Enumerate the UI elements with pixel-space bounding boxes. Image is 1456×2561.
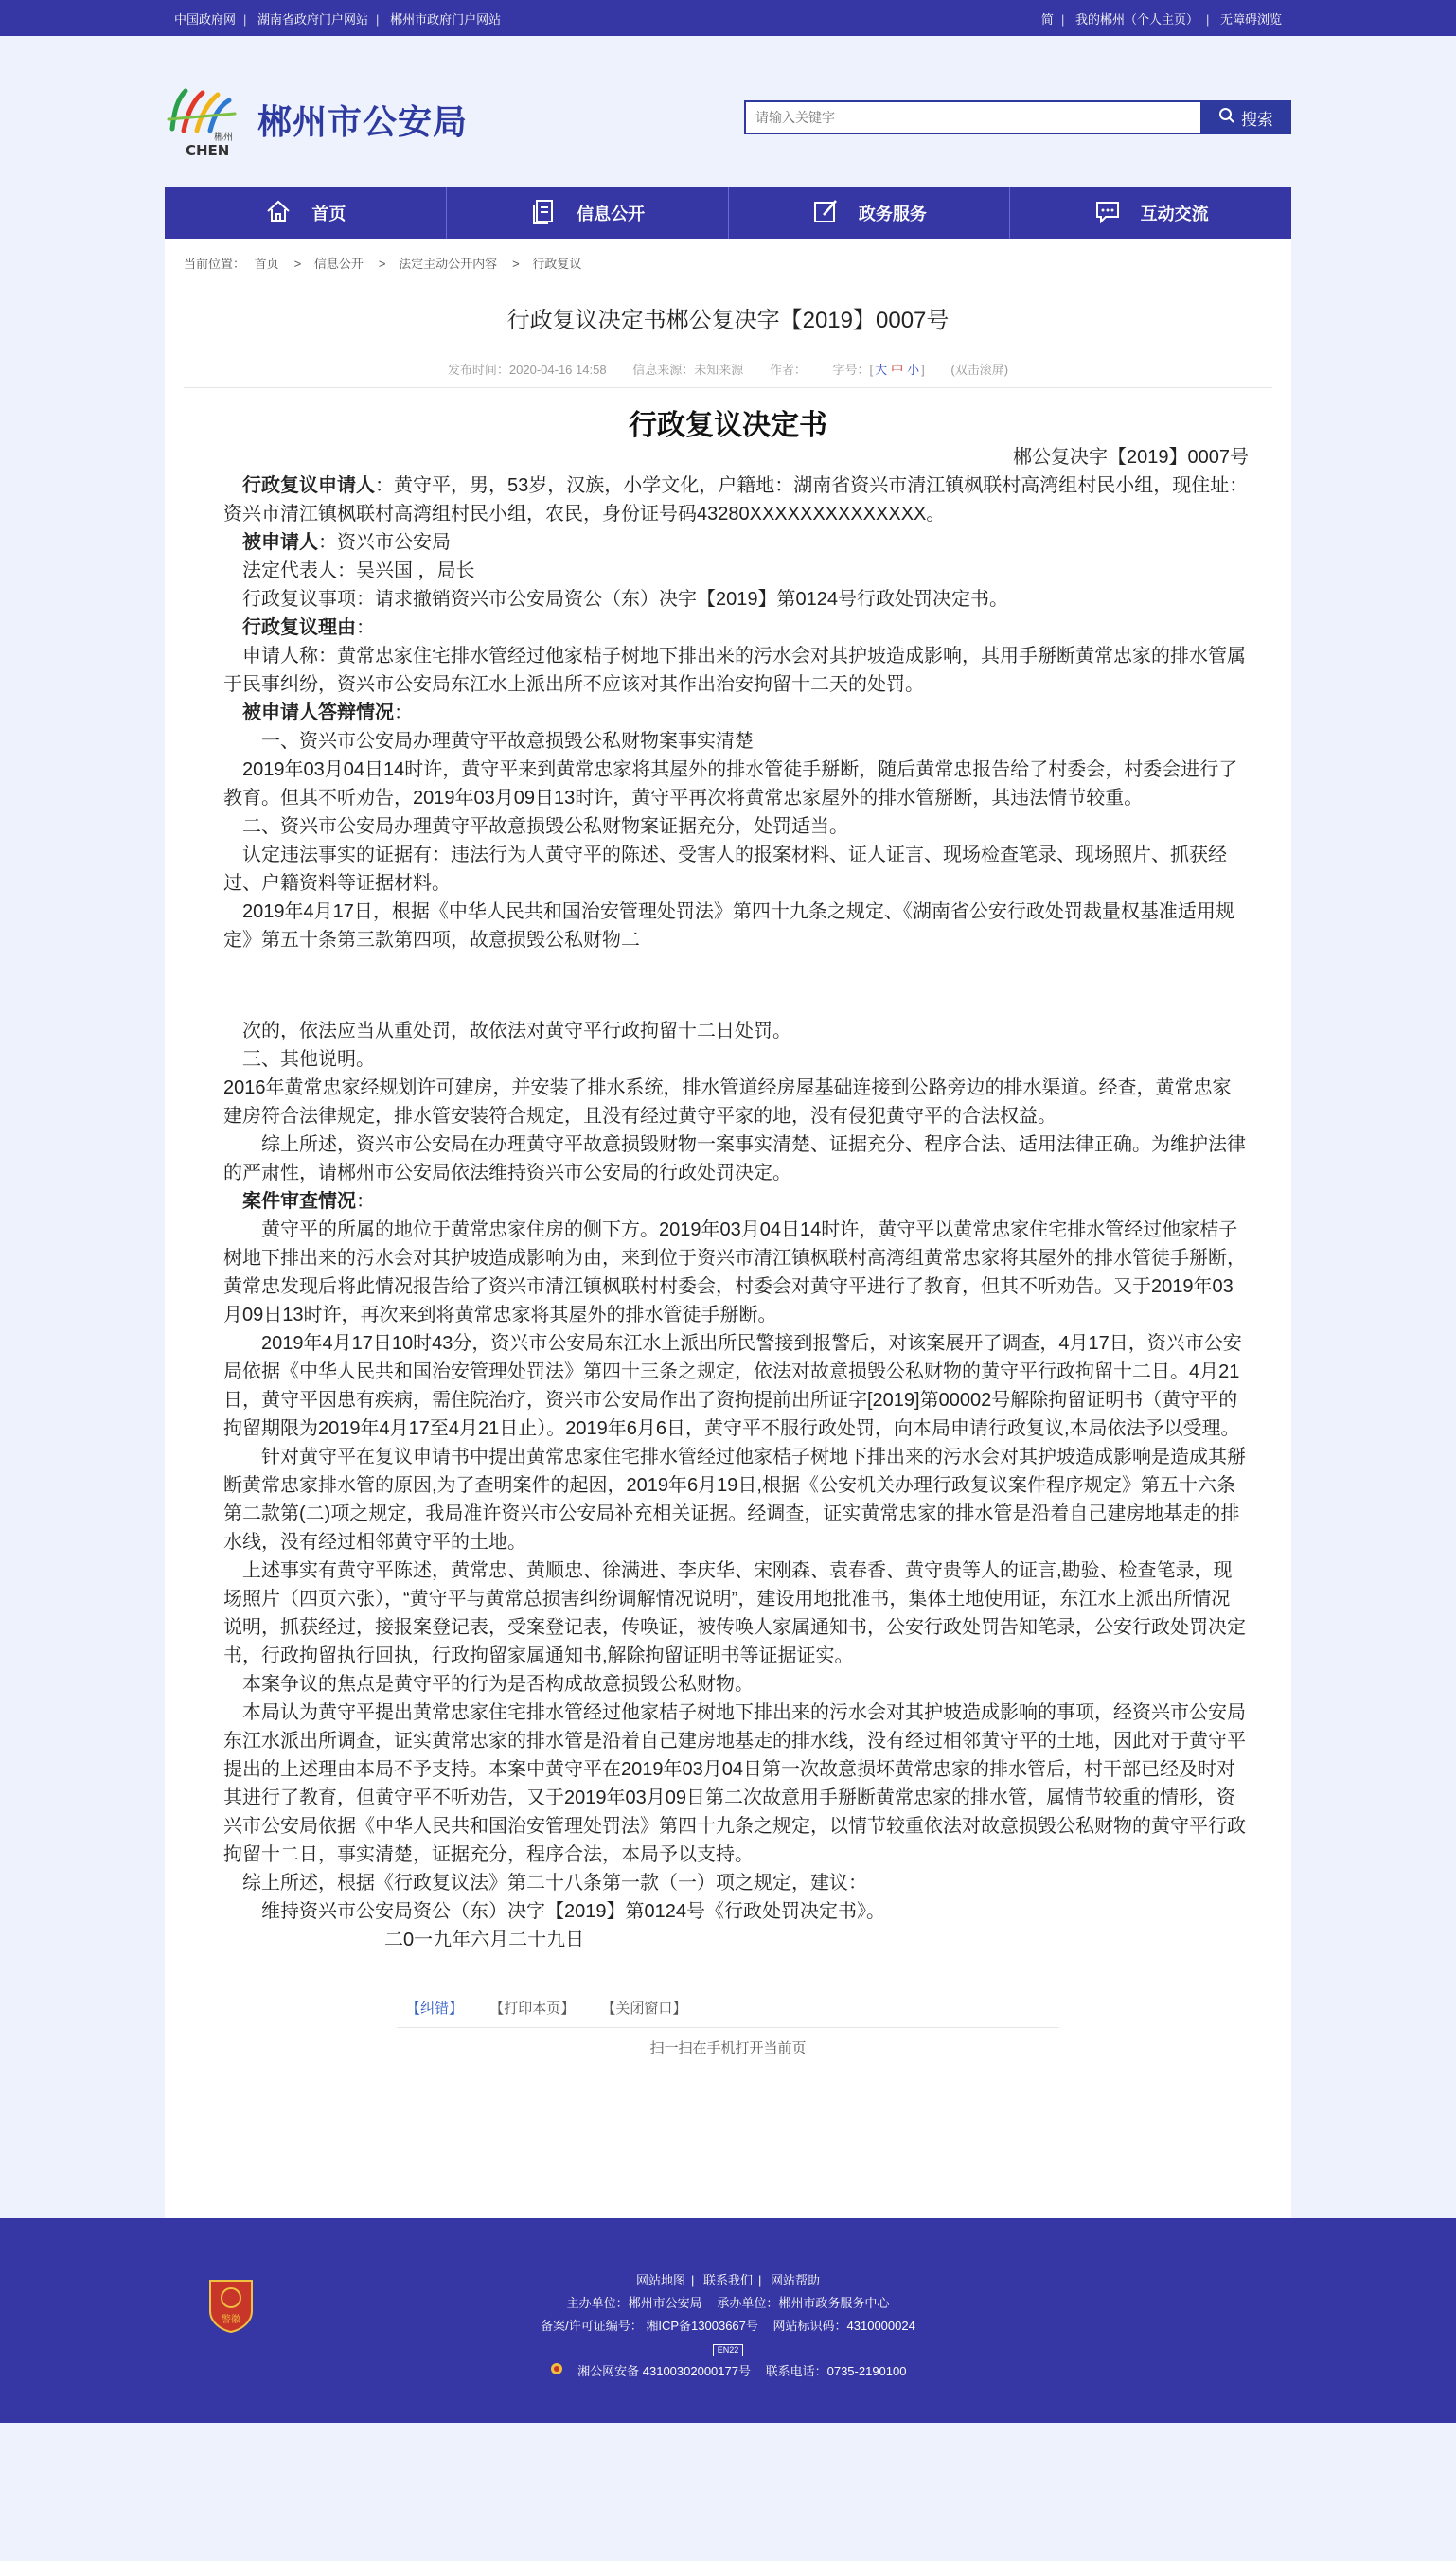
nav-service-label: 政务服务 bbox=[858, 205, 927, 223]
paragraph: 本案争议的焦点是黄守平的行为是否构成故意损毁公私财物。 bbox=[242, 1674, 754, 1695]
gov-links: 中国政府网 | 湖南省政府门户网站 | 郴州市政府门户网站 bbox=[174, 11, 502, 27]
svg-text:郴州: 郴州 bbox=[214, 133, 233, 143]
paragraph: 法定代表人：吴兴国 ，局长 bbox=[242, 560, 475, 581]
link-chenzhou-gov[interactable]: 郴州市政府门户网站 bbox=[390, 11, 502, 27]
nav-home-label: 首页 bbox=[311, 205, 346, 223]
footer-site-id: 网站标识码：4310000024 bbox=[772, 2319, 915, 2333]
home-icon bbox=[264, 197, 293, 230]
document-icon bbox=[529, 197, 558, 230]
paragraph: 本局认为黄守平提出黄常忠家住宅排水管经过他家桔子树地下排出来的污水会对其护坡造成影响的事项，经资兴市公安局东江水派出所调查，证实黄常忠家的排水管是沿着自己建房地基走的排水线，没有经过相邻黄守平的土地，因此对于黄守平提出的上述理由本局不予支持。本案中黄守平在2019年03月04日第一次故意损坏黄常忠家的排水管后，村干部已经及时对其进行了教育，但黄守平不听劝告，又于2019年03月09日第二次故意用手掰断黄常忠家的排水管，属情节较重的情形，资兴市公安局依据《中华人民共和国治安管理处罚法》第四十九条之规定，以情节较重依法对故意损毁公私财物的黄守平行政拘留十二日，事实清楚，证据充分，程序合法，本局予以支持。 bbox=[223, 1702, 1246, 1865]
footer-icp[interactable]: 备案/许可证编号： 湘ICP备13003667号 bbox=[541, 2319, 758, 2333]
font-medium-button[interactable]: 中 bbox=[891, 363, 904, 377]
breadcrumb-review[interactable]: 行政复议 bbox=[532, 257, 582, 271]
site-title: 郴州市公安局 bbox=[257, 101, 469, 141]
document-title: 行政复议决定书 bbox=[629, 410, 827, 441]
paragraph: 三、其他说明。 bbox=[242, 1049, 375, 1070]
footer-sitemap-link[interactable]: 网站地图 bbox=[635, 2273, 685, 2287]
nav-info-label: 信息公开 bbox=[577, 205, 646, 223]
paragraph: 二、资兴市公安局办理黄守平故意损毁公私财物案证据充分，处罚适当。 bbox=[242, 816, 848, 837]
paragraph: 2019年4月17日10时43分，资兴市公安局东江水上派出所民警接到报警后，对该案展开了调查，4月17日，资兴市公安局依据《中华人民共和国治安管理处罚法》第四十三条之规定，依法对故意损毁公私财物的黄守平行政拘留十二日。4月21日，黄守平因患有疾病，需住院治疗，资兴市公安局作出了资拘提前出所证字[2019]第00002号解除拘留证明书（黄守平的拘留期限为2019年4月17至4月21日止）。2019年6月6日，黄守平不服行政处罚，向本局申请行政复议,本局依法予以受理。 bbox=[223, 1333, 1242, 1439]
paragraph: 一、资兴市公安局办理黄守平故意损毁公私财物案事实清楚 bbox=[261, 731, 754, 752]
search-input[interactable] bbox=[744, 100, 1200, 134]
emblem-icon[interactable] bbox=[206, 2275, 256, 2334]
edit-icon bbox=[811, 197, 840, 230]
print-link[interactable]: 【打印本页】 bbox=[489, 2001, 576, 2017]
article-title: 行政复议决定书郴公复决字【2019】0007号 bbox=[506, 308, 950, 333]
top-right-links: 简 | 我的郴州（个人主页） | 无障碍浏览 bbox=[1040, 11, 1282, 27]
font-small-button[interactable]: 小 bbox=[907, 363, 920, 377]
publish-time: 发布时间：2020-04-16 14:58 bbox=[447, 363, 607, 377]
footer-undertaker: 承办单位：郴州市政务服务中心 bbox=[717, 2296, 890, 2310]
footer-phone: 联系电话：0735-2190100 bbox=[765, 2364, 907, 2378]
paragraph: 认定违法事实的证据有：违法行为人黄守平的陈述、受害人的报案材料、证人证言、现场检查笔录、现场照片、抓获经过、户籍资料等证据材料。 bbox=[223, 845, 1227, 894]
site-header bbox=[165, 36, 1291, 187]
footer-police-record[interactable]: 湘公网安备 43100302000177号 bbox=[577, 2364, 751, 2378]
police-icon bbox=[550, 2364, 567, 2378]
paragraph: 上述事实有黄守平陈述，黄常忠、黄顺忠、徐满进、李庆华、宋刚森、袁春香、黄守贵等人的证言,勘验、检查笔录，现场照片（四页六张），“黄守平与黄常总损害纠纷调解情况说明”，建设用地批准书，集体土地使用证，东江水上派出所情况说明，抓获经过，接报案登记表，受案登记表，传唤证，被传唤人家属通知书，公安行政处罚告知笔录，公安行政处罚决定书，行政拘留执行回执，行政拘留家属通知书,解除拘留证明书等证据证实。 bbox=[223, 1560, 1246, 1666]
reference-number: 郴公复决字【2019】0007号 bbox=[1013, 447, 1249, 468]
paragraph: 针对黄守平在复议申请书中提出黄常忠家住宅排水管经过他家桔子树地下排出来的污水会对其护坡造成影响是造成其掰断黄常忠家排水管的原因,为了查明案件的起因，2019年6月19日,根据《公安机关办理行政复议案件程序规定》第五十六条第二款第(二)项之规定，我局准许资兴市公安局补充相关证据。经调查，证实黄常忠家的排水管是沿着自己建房地基走的排水线，没有经过相邻黄守平的土地。 bbox=[223, 1447, 1246, 1553]
breadcrumb: 当前位置： 首页 > 信息公开 > 法定主动公开内容 > 行政复议 bbox=[184, 257, 582, 271]
document-date: 二0一九年六月二十九日 bbox=[384, 1930, 585, 1950]
close-window-link[interactable]: 【关闭窗口】 bbox=[601, 2001, 687, 2017]
correct-link[interactable]: 【纠错】 bbox=[406, 2001, 464, 2017]
site-footer bbox=[0, 2218, 1456, 2423]
svg-text:CHEN: CHEN bbox=[186, 142, 230, 157]
paragraph: 行政复议理由： bbox=[242, 617, 375, 638]
link-china-gov[interactable]: 中国政府网 bbox=[174, 11, 237, 27]
paragraph: 综上所述，资兴市公安局在办理黄守平故意损毁财物一案事实清楚、证据充分、程序合法、适用法律正确。为维护法律的严肃性，请郴州市公安局依法维持资兴市公安局的行政处罚决定。 bbox=[223, 1134, 1246, 1183]
paragraph: 被申请人：资兴市公安局 bbox=[242, 532, 451, 553]
accessibility-link[interactable]: 无障碍浏览 bbox=[1219, 11, 1282, 27]
paragraph: 2016年黄常忠家经规划许可建房，并安装了排水系统，排水管道经房屋基础连接到公路旁边的排水渠道。经查，黄常忠家建房符合法律规定，排水管安装符合规定，且没有经过黄守平家的地，没有侵犯黄守平的合法权益。 bbox=[223, 1077, 1232, 1127]
search-button-label: 搜索 bbox=[1241, 110, 1273, 129]
breadcrumb-public[interactable]: 法定主动公开内容 bbox=[399, 257, 498, 271]
scan-hint: 扫一扫在手机打开当前页 bbox=[649, 2040, 807, 2056]
dblclick-scroll-hint: (双击滚屏) bbox=[950, 363, 1009, 377]
article-tools bbox=[397, 1998, 1059, 2028]
paragraph: 2019年03月04日14时许，黄守平来到黄常忠家将其屋外的排水管徒手掰断，随后黄常忠报告给了村委会，村委会进行了教育。但其不听劝告，2019年03月09日13时许，黄守平再次将黄常忠家屋外的排水管掰断，其违法情节较重。 bbox=[223, 759, 1238, 809]
nav-interact-label: 互动交流 bbox=[1140, 205, 1209, 223]
breadcrumb-info[interactable]: 信息公开 bbox=[313, 257, 364, 271]
paragraph: 行政复议事项：请求撤销资兴市公安局资公（东）决字【2019】第0124号行政处罚决定书。 bbox=[242, 589, 1008, 610]
search-icon bbox=[1218, 107, 1235, 129]
my-homepage-link[interactable]: 我的郴州（个人主页） bbox=[1074, 11, 1199, 27]
link-hunan-gov[interactable]: 湖南省政府门户网站 bbox=[257, 11, 369, 27]
logo-mark-icon bbox=[165, 81, 246, 157]
footer-host: 主办单位：郴州市公安局 bbox=[566, 2296, 702, 2310]
paragraph: 综上所述，根据《行政复议法》第二十八条第一款（一）项之规定，建议： bbox=[242, 1873, 867, 1894]
search-button[interactable] bbox=[1200, 100, 1291, 134]
font-size-control: 字号：[ 大 中 小 ] bbox=[832, 363, 925, 377]
paragraph: 次的，依法应当从重处罚，故依法对黄守平行政拘留十二日处罚。 bbox=[242, 1021, 791, 1041]
footer-badge[interactable]: EN22 bbox=[713, 2344, 744, 2356]
paragraph: 行政复议申请人：黄守平，男，53岁，汉族，小学文化，户籍地：湖南省资兴市清江镇枫联村高湾组村民小组，现住址：资兴市清江镇枫联村高湾组村民小组，农民，身份证号码43280XXXXXXXXXXXXXX。 bbox=[223, 475, 1249, 525]
article-meta bbox=[184, 350, 1272, 388]
svg-text:警徽: 警徽 bbox=[222, 2315, 240, 2325]
search-box bbox=[744, 100, 1291, 134]
info-source: 信息来源：未知来源 bbox=[632, 363, 744, 377]
footer-contact-link[interactable]: 联系我们 bbox=[702, 2273, 753, 2287]
main-content bbox=[165, 239, 1291, 2218]
author: 作者： bbox=[769, 363, 807, 377]
nav-info[interactable] bbox=[447, 187, 729, 239]
paragraph: 维持资兴市公安局资公（东）决字【2019】第0124号《行政处罚决定书》。 bbox=[261, 1901, 885, 1922]
footer-help-link[interactable]: 网站帮助 bbox=[771, 2273, 821, 2287]
paragraph: 案件审查情况： bbox=[242, 1191, 375, 1212]
paragraph: 黄守平的所属的地位于黄常忠家住房的侧下方。2019年03月04日14时许，黄守平以黄常忠家住宅排水管经过他家桔子树地下排出来的污水会对其护坡造成影响为由，来到位于资兴市清江镇枫联村高湾组黄常忠家将其屋外的排水管徒手掰断，黄常忠发现后将此情况报告给了资兴市清江镇枫联村村委会，村委会对黄守平进行了教育，但其不听劝告。又于2019年03月09日13时许，再次来到将黄常忠家将其屋外的排水管徒手掰断。 bbox=[223, 1219, 1246, 1325]
paragraph: 2019年4月17日，根据《中华人民共和国治安管理处罚法》第四十九条之规定、《湖南省公安行政处罚裁量权基准适用规定》第五十条第三款第四项，故意损毁公私财物二 bbox=[223, 901, 1234, 951]
simplified-link[interactable]: 简 bbox=[1040, 11, 1054, 27]
site-logo[interactable] bbox=[165, 81, 468, 157]
top-bar bbox=[0, 0, 1456, 36]
nav-home[interactable] bbox=[165, 187, 447, 239]
nav-interact[interactable] bbox=[1010, 187, 1291, 239]
footer-info: 网站地图 | 联系我们 | 网站帮助 主办单位：郴州市公安局 承办单位：郴州市政务服务中心 备案/许可证编号： 湘ICP备13003667号 网站标识码：4310000024 EN22 湘公网安备 43100302000177号 联系电话：0735-2190100 bbox=[541, 2273, 915, 2378]
nav-service[interactable] bbox=[729, 187, 1011, 239]
main-nav bbox=[165, 187, 1291, 239]
font-large-button[interactable]: 大 bbox=[875, 363, 888, 377]
breadcrumb-home[interactable]: 首页 bbox=[254, 257, 279, 271]
document-body bbox=[184, 443, 1272, 1954]
paragraph: 被申请人答辩情况： bbox=[242, 702, 413, 723]
paragraph: 申请人称：黄常忠家住宅排水管经过他家桔子树地下排出来的污水会对其护坡造成影响，其用手掰断黄常忠家的排水管属于民事纠纷，资兴市公安局东江水上派出所不应该对其作出治安拘留十二天的处罚。 bbox=[223, 646, 1246, 695]
chat-icon bbox=[1093, 197, 1122, 230]
